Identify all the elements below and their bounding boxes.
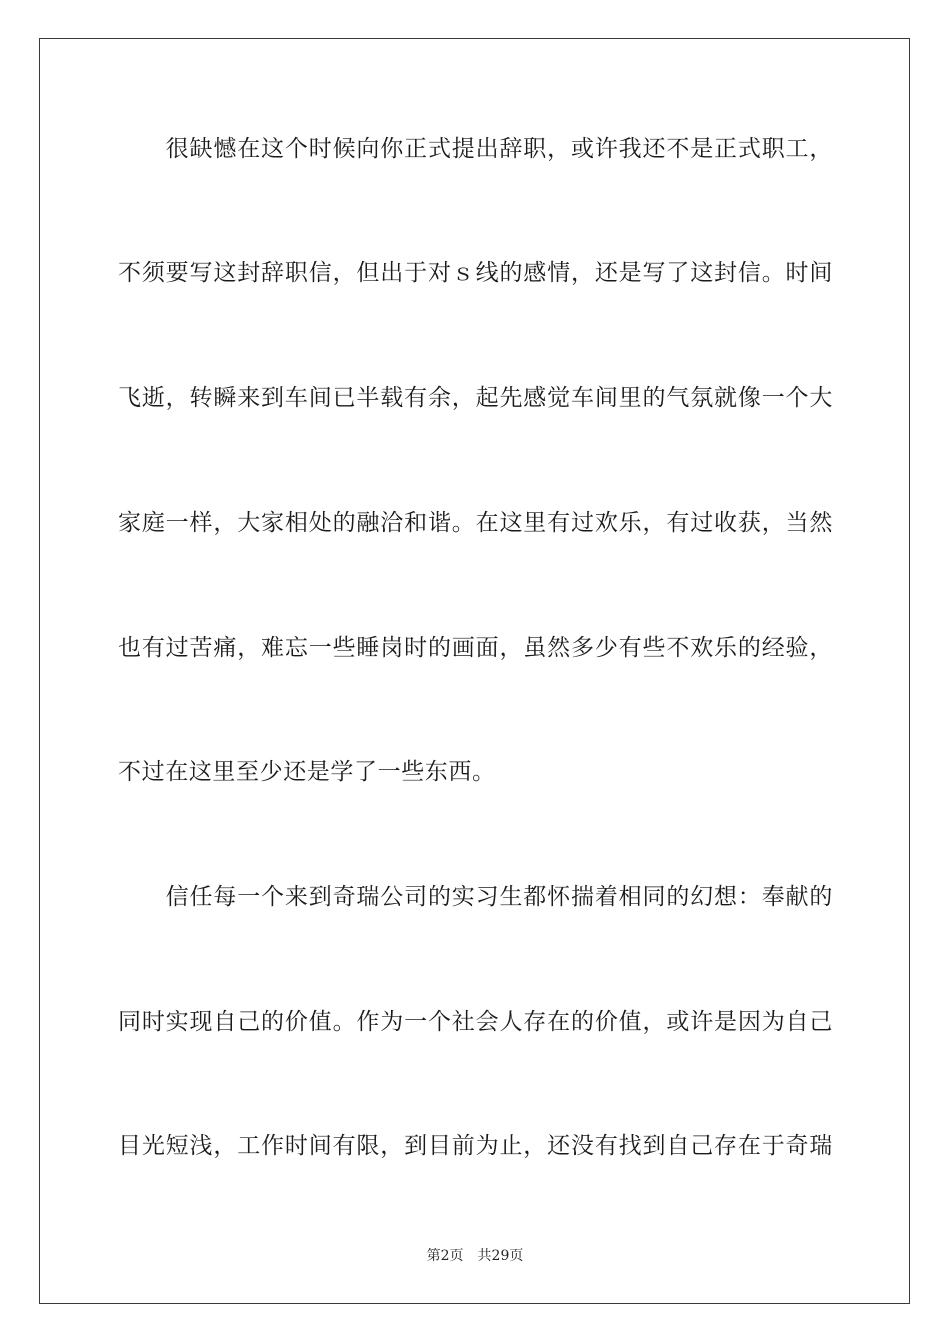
paragraph-line: 不须要写这封辞职信，但出于对ｓ线的感情，还是写了这封信。时间 (118, 260, 833, 286)
paragraph-line: 很缺憾在这个时候向你正式提出辞职，或许我还不是正式职工， (118, 136, 833, 162)
page-border (39, 38, 910, 1304)
paragraph-line: 目光短浅，工作时间有限，到目前为止，还没有找到自己存在于奇瑞 (118, 1133, 833, 1159)
paragraph-line: 家庭一样，大家相处的融洽和谐。在这里有过欢乐，有过收获，当然 (118, 510, 833, 536)
paragraph-line: 同时实现自己的价值。作为一个社会人存在的价值，或许是因为自己 (118, 1009, 833, 1035)
page-number: 第2页 (426, 1248, 464, 1264)
paragraph-line: 也有过苦痛，难忘一些睡岗时的画面，虽然多少有些不欢乐的经验， (118, 635, 833, 661)
paragraph-line: 不过在这里至少还是学了一些东西。 (118, 759, 496, 785)
page-total: 共29页 (477, 1248, 524, 1264)
paragraph-line: 飞逝，转瞬来到车间已半载有余，起先感觉车间里的气氛就像一个大 (118, 385, 833, 411)
paragraph-line: 信任每一个来到奇瑞公司的实习生都怀揣着相同的幻想：奉献的 (118, 884, 833, 910)
page-footer (0, 1247, 950, 1265)
